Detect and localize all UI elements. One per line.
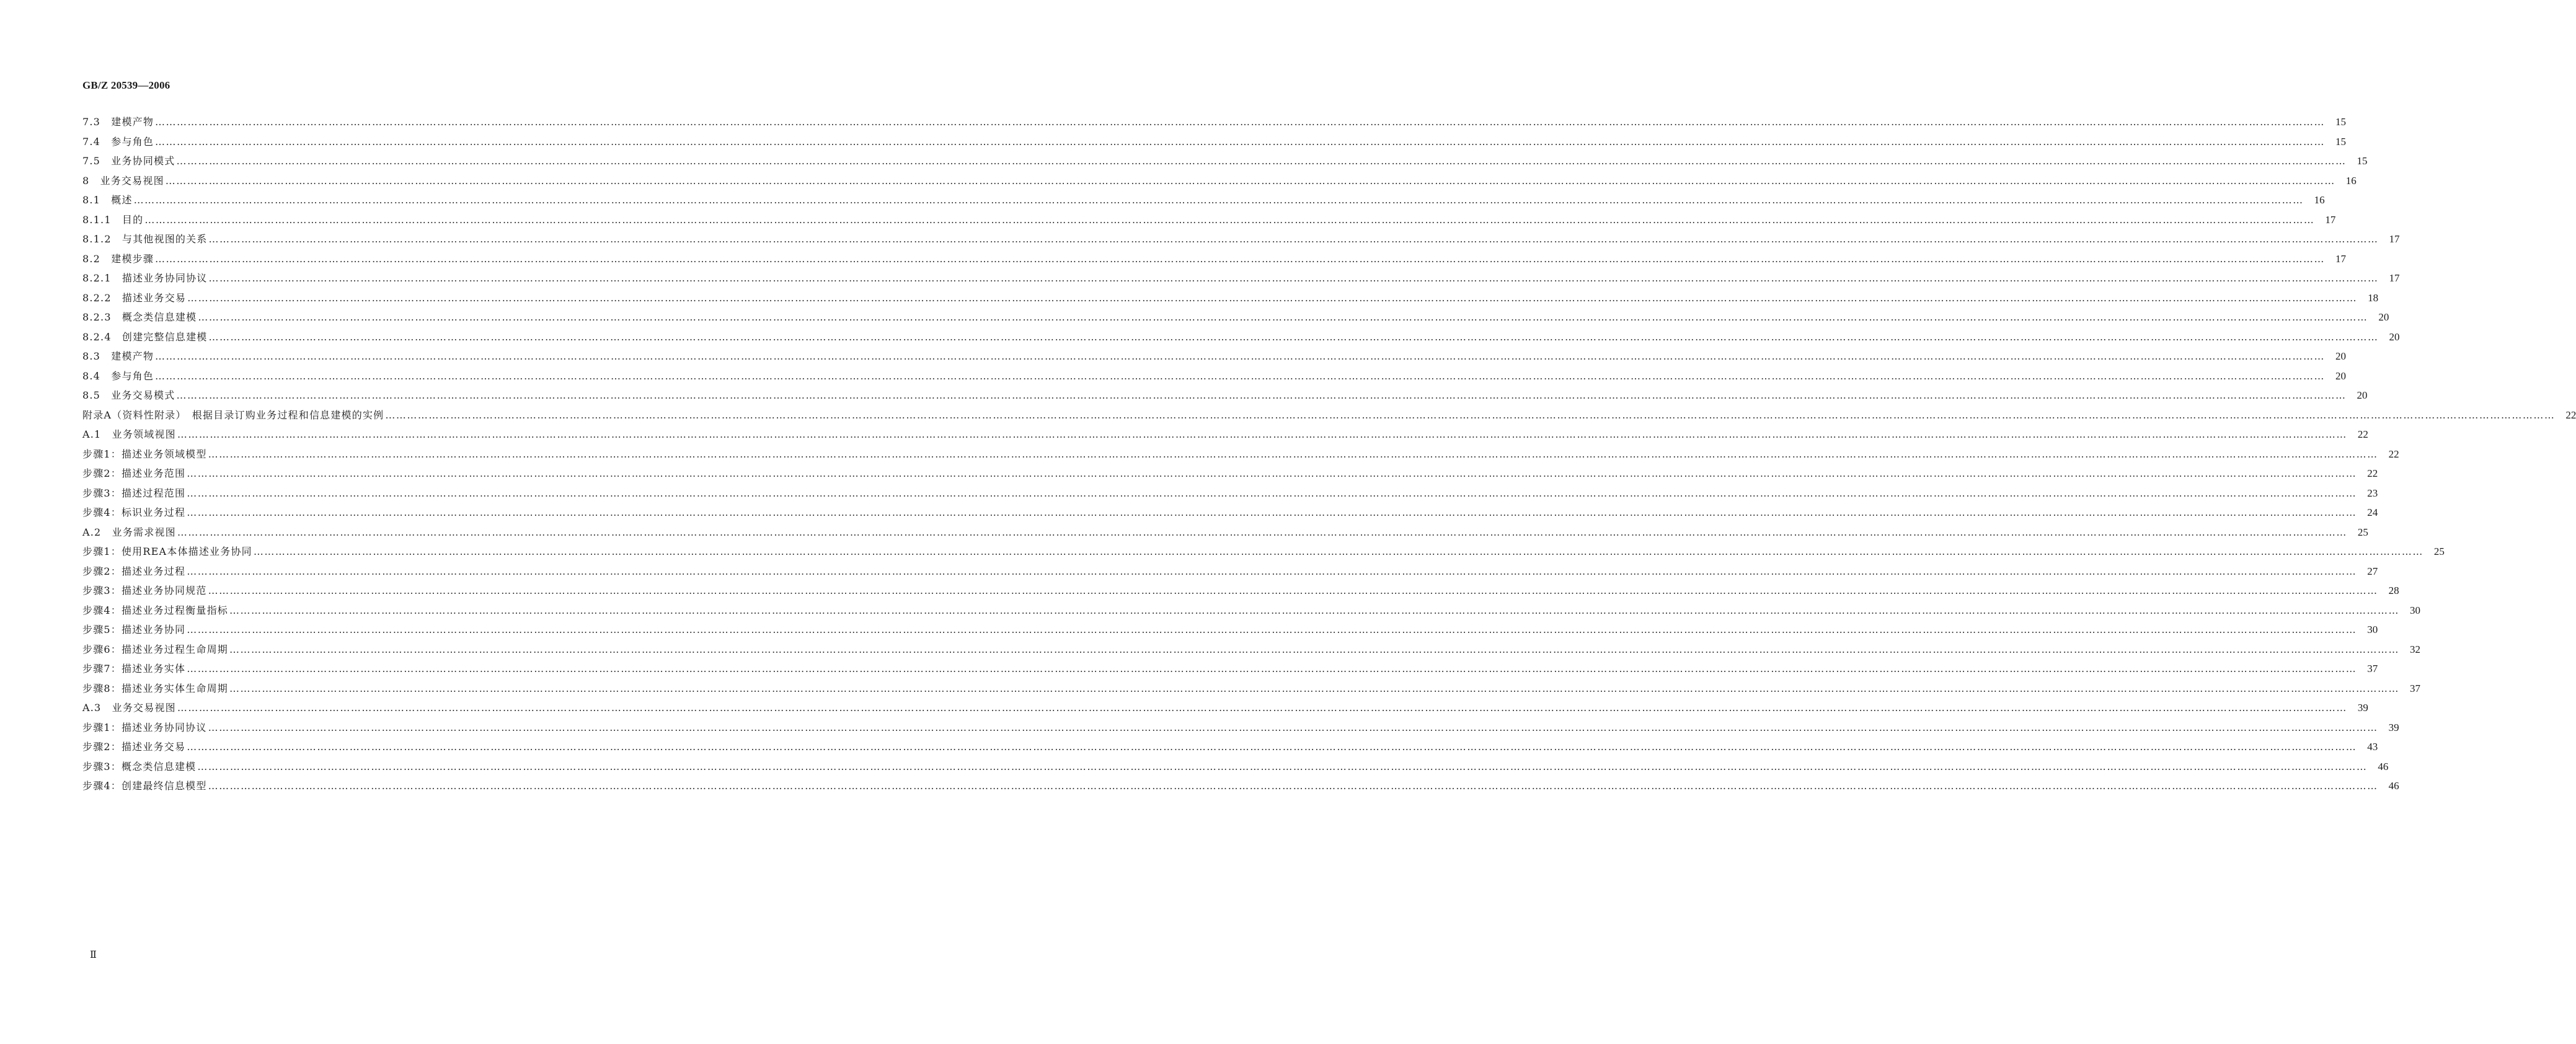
toc-entry[interactable] — [82, 562, 2378, 582]
toc-leader-dots: …………………………………………………………………………………………………………………………………………………………………………………………………………………………………………………………………………………………………………………………………………………………………………………………………………………………………………………………………………………………………………………………………………………… — [177, 526, 2347, 538]
toc-entry-page: 27 — [2367, 565, 2378, 577]
toc-entry-label: 步骤4：标识业务过程 — [82, 507, 186, 518]
toc-entry[interactable] — [82, 288, 2379, 308]
toc-entry-label: 8.3 建模产物 — [82, 350, 154, 362]
toc-entry[interactable] — [82, 640, 2420, 660]
toc-entry-label: 7.5 业务协同模式 — [82, 155, 175, 167]
toc-entry-page: 37 — [2367, 663, 2378, 675]
toc-entry[interactable] — [82, 659, 2378, 679]
toc-entry-page: 23 — [2367, 487, 2378, 499]
toc-entry-page: 25 — [2357, 526, 2368, 538]
toc-entry-page: 16 — [2314, 194, 2325, 206]
toc-entry-page: 17 — [2325, 213, 2336, 226]
toc-leader-dots: …………………………………………………………………………………………………………………………………………………………………………………………………………………………………………………………………………………………………………………………………………………………………………………………………………………………………………………………………………………………………………………………………………………… — [197, 760, 2368, 772]
toc-entry-page: 15 — [2335, 116, 2347, 128]
toc-entry[interactable] — [82, 112, 2347, 132]
toc-entry-label: 8.1 概述 — [82, 194, 133, 206]
toc-leader-dots: …………………………………………………………………………………………………………………………………………………………………………………………………………………………………………………………………………………………………………………………………………………………………………………………………………………………………………………………………………………………………………………………………………………… — [229, 643, 2399, 655]
toc-entry-page: 17 — [2335, 252, 2347, 265]
toc-entry-label: 步骤8：描述业务实体生命周期 — [82, 682, 228, 694]
toc-entry[interactable] — [82, 484, 2378, 503]
toc-leader-dots: …………………………………………………………………………………………………………………………………………………………………………………………………………………………………………………………………………………………………………………………………………………………………………………………………………………………………………………………………………………………………………………………………………………… — [177, 428, 2347, 440]
toc-entry-label: 8.5 业务交易模式 — [82, 389, 175, 401]
toc-entry-label: A.2 业务需求视图 — [82, 526, 176, 538]
toc-leader-dots: …………………………………………………………………………………………………………………………………………………………………………………………………………………………………………………………………………………………………………………………………………………………………………………………………………………………………………………………………………………………………………………………………………………… — [187, 741, 2357, 753]
toc-entry[interactable] — [82, 268, 2400, 288]
toc-entry[interactable] — [82, 386, 2368, 405]
toc-entry-page: 20 — [2335, 350, 2347, 362]
toc-entry[interactable] — [82, 210, 2336, 230]
toc-leader-dots: …………………………………………………………………………………………………………………………………………………………………………………………………………………………………………………………………………………………………………………………………………………………………………………………………………………………………………………………………………………………………………………………………………………… — [155, 350, 2326, 362]
toc-leader-dots: …………………………………………………………………………………………………………………………………………………………………………………………………………………………………………………………………………………………………………………………………………………………………………………………………………………………………………………………………………………………………………………………………………………… — [229, 604, 2399, 616]
toc-entry-label: 附录A（资料性附录） 根据目录订购业务过程和信息建模的实例 — [82, 409, 384, 421]
toc-entry-label: 步骤1：描述业务领域模型 — [82, 448, 207, 460]
toc-entry-page: 24 — [2367, 507, 2378, 518]
toc-entry-label: 步骤4：创建最终信息模型 — [82, 780, 207, 792]
toc-entry-page: 46 — [2378, 760, 2389, 772]
toc-entry[interactable] — [82, 581, 2399, 601]
toc-entry-page: 17 — [2389, 233, 2400, 245]
toc-entry-label: 7.3 建模产物 — [82, 116, 154, 128]
toc-entry-label: 8.1.2 与其他视图的关系 — [82, 233, 208, 245]
toc-leader-dots: …………………………………………………………………………………………………………………………………………………………………………………………………………………………………………………………………………………………………………………………………………………………………………………………………………………………………………………………………………………………………………………………………………………… — [177, 702, 2347, 714]
toc-entry[interactable] — [82, 601, 2420, 621]
table-of-contents — [82, 112, 2576, 796]
toc-entry[interactable] — [82, 542, 2445, 562]
toc-entry-page: 25 — [2433, 546, 2445, 557]
toc-entry-page: 20 — [2335, 369, 2347, 382]
toc-leader-dots: …………………………………………………………………………………………………………………………………………………………………………………………………………………………………………………………………………………………………………………………………………………………………………………………………………………………………………………………………………………………………………………………………………………… — [133, 194, 2304, 206]
toc-entry-label: 8.2.2 描述业务交易 — [82, 291, 187, 304]
toc-entry-label: 步骤2：描述业务交易 — [82, 741, 186, 753]
toc-leader-dots: …………………………………………………………………………………………………………………………………………………………………………………………………………………………………………………………………………………………………………………………………………………………………………………………………………………………………………………………………………………………………………………………………………………… — [208, 448, 2378, 460]
toc-entry-page: 22 — [2388, 448, 2399, 460]
toc-leader-dots: …………………………………………………………………………………………………………………………………………………………………………………………………………………………………………………………………………………………………………………………………………………………………………………………………………………………………………………………………………………………………………………………………………………… — [155, 116, 2326, 128]
toc-entry-page: 17 — [2389, 272, 2400, 284]
toc-entry-page: 22 — [2357, 428, 2368, 440]
toc-leader-dots: …………………………………………………………………………………………………………………………………………………………………………………………………………………………………………………………………………………………………………………………………………………………………………………………………………………………………………………………………………………………………………………………………………………… — [229, 682, 2399, 694]
toc-entry-label: 步骤3：描述业务协同规范 — [82, 585, 207, 596]
toc-leader-dots: …………………………………………………………………………………………………………………………………………………………………………………………………………………………………………………………………………………………………………………………………………………………………………………………………………………………………………………………………………………………………………………………………………………… — [187, 565, 2357, 577]
toc-entry-page: 20 — [2357, 389, 2368, 401]
toc-entry-page: 30 — [2367, 624, 2378, 635]
toc-leader-dots: …………………………………………………………………………………………………………………………………………………………………………………………………………………………………………………………………………………………………………………………………………………………………………………………………………………………………………………………………………………………………………………………………………………… — [187, 467, 2357, 479]
toc-entry-page: 46 — [2388, 780, 2399, 792]
toc-entry-label: 步骤6：描述业务过程生命周期 — [82, 643, 228, 655]
toc-entry-label: 步骤4：描述业务过程衡量指标 — [82, 604, 228, 616]
toc-entry[interactable] — [82, 776, 2399, 796]
toc-entry[interactable] — [82, 132, 2347, 152]
toc-entry[interactable] — [82, 445, 2399, 464]
page-number: Ⅱ — [90, 950, 97, 960]
toc-entry[interactable] — [82, 523, 2368, 542]
toc-leader-dots: …………………………………………………………………………………………………………………………………………………………………………………………………………………………………………………………………………………………………………………………………………………………………………………………………………………………………………………………………………………………………………………………………………………… — [253, 546, 2423, 557]
toc-entry[interactable] — [82, 620, 2378, 640]
toc-entry[interactable] — [82, 229, 2400, 249]
toc-leader-dots: …………………………………………………………………………………………………………………………………………………………………………………………………………………………………………………………………………………………………………………………………………………………………………………………………………………………………………………………………………………………………………………………………………………… — [155, 369, 2326, 382]
toc-entry-label: 步骤1：使用REA本体描述业务协同 — [82, 546, 252, 557]
toc-entry-page: 22 — [2367, 467, 2378, 479]
toc-entry-page: 20 — [2389, 330, 2400, 343]
toc-leader-dots: …………………………………………………………………………………………………………………………………………………………………………………………………………………………………………………………………………………………………………………………………………………………………………………………………………………………………………………………………………………………………………………………………………………… — [208, 780, 2378, 792]
toc-entry[interactable] — [82, 151, 2368, 171]
toc-entry[interactable] — [82, 737, 2378, 757]
toc-entry-label: 步骤5：描述业务协同 — [82, 624, 186, 635]
toc-leader-dots: …………………………………………………………………………………………………………………………………………………………………………………………………………………………………………………………………………………………………………………………………………………………………………………………………………………………………………………………………………………………………………………………………………………… — [208, 721, 2378, 733]
toc-entry-page: 37 — [2409, 682, 2420, 694]
toc-leader-dots: …………………………………………………………………………………………………………………………………………………………………………………………………………………………………………………………………………………………………………………………………………………………………………………………………………………………………………………………………………………………………………………………………………………… — [187, 487, 2357, 499]
toc-entry-label: 步骤3：描述过程范围 — [82, 487, 186, 499]
toc-entry-page: 22 — [2565, 409, 2576, 421]
toc-entry[interactable] — [82, 366, 2347, 386]
toc-entry[interactable] — [82, 249, 2347, 269]
toc-entry-label: 步骤2：描述业务范围 — [82, 467, 186, 479]
toc-entry-page: 15 — [2357, 155, 2368, 167]
toc-leader-dots: …………………………………………………………………………………………………………………………………………………………………………………………………………………………………………………………………………………………………………………………………………………………………………………………………………………………………………………………………………………………………………………………………………………… — [187, 291, 2358, 304]
toc-entry[interactable] — [82, 171, 2357, 191]
toc-leader-dots: …………………………………………………………………………………………………………………………………………………………………………………………………………………………………………………………………………………………………………………………………………………………………………………………………………………………………………………………………………………………………………………………………………………… — [385, 409, 2556, 421]
toc-entry[interactable] — [82, 718, 2399, 738]
toc-entry-label: 8.2.1 描述业务协同协议 — [82, 272, 208, 284]
toc-entry-label: A.1 业务领域视图 — [82, 428, 176, 440]
toc-entry-page: 15 — [2335, 135, 2347, 148]
toc-leader-dots: …………………………………………………………………………………………………………………………………………………………………………………………………………………………………………………………………………………………………………………………………………………………………………………………………………………………………………………………………………………………………………………………………………………… — [187, 507, 2357, 518]
toc-entry-page: 18 — [2368, 291, 2379, 304]
toc-entry-label: 8.1.1 目的 — [82, 213, 144, 226]
toc-entry-page: 39 — [2357, 702, 2368, 714]
toc-leader-dots: …………………………………………………………………………………………………………………………………………………………………………………………………………………………………………………………………………………………………………………………………………………………………………………………………………………………………………………………………………………………………………………………………………………… — [208, 233, 2379, 245]
toc-leader-dots: …………………………………………………………………………………………………………………………………………………………………………………………………………………………………………………………………………………………………………………………………………………………………………………………………………………………………………………………………………………………………………………………………………………… — [198, 311, 2368, 323]
toc-entry[interactable] — [82, 307, 2389, 327]
toc-entry-label: 8.2 建模步骤 — [82, 252, 154, 265]
toc-entry[interactable] — [82, 425, 2368, 445]
toc-entry-page: 28 — [2388, 585, 2399, 596]
toc-entry-label: 步骤2：描述业务过程 — [82, 565, 186, 577]
toc-entry[interactable] — [82, 464, 2378, 484]
toc-entry[interactable] — [82, 679, 2420, 699]
toc-leader-dots: …………………………………………………………………………………………………………………………………………………………………………………………………………………………………………………………………………………………………………………………………………………………………………………………………………………………………………………………………………………………………………………………………………………… — [155, 252, 2326, 265]
toc-entry-label: 步骤1：描述业务协同协议 — [82, 721, 207, 733]
toc-entry-label: 8.4 参与角色 — [82, 369, 154, 382]
toc-entry-label: 步骤7：描述业务实体 — [82, 663, 186, 675]
toc-entry[interactable] — [82, 190, 2325, 210]
toc-leader-dots: …………………………………………………………………………………………………………………………………………………………………………………………………………………………………………………………………………………………………………………………………………………………………………………………………………………………………………………………………………………………………………………………………………………… — [176, 155, 2347, 167]
toc-entry[interactable] — [82, 405, 2576, 425]
toc-leader-dots: …………………………………………………………………………………………………………………………………………………………………………………………………………………………………………………………………………………………………………………………………………………………………………………………………………………………………………………………………………………………………………………………………………………… — [208, 330, 2379, 343]
toc-entry[interactable] — [82, 327, 2400, 347]
toc-entry[interactable] — [82, 757, 2389, 777]
toc-entry[interactable] — [82, 503, 2378, 523]
toc-leader-dots: …………………………………………………………………………………………………………………………………………………………………………………………………………………………………………………………………………………………………………………………………………………………………………………………………………………………………………………………………………………………………………………………………………………… — [187, 624, 2357, 635]
toc-entry-label: 8.2.4 创建完整信息建模 — [82, 330, 208, 343]
toc-entry-page: 43 — [2367, 741, 2378, 753]
toc-entry-page: 39 — [2388, 721, 2399, 733]
toc-entry-label: 步骤3：概念类信息建模 — [82, 760, 197, 772]
toc-entry[interactable] — [82, 347, 2347, 366]
toc-leader-dots: …………………………………………………………………………………………………………………………………………………………………………………………………………………………………………………………………………………………………………………………………………………………………………………………………………………………………………………………………………………………………………………………………………………… — [144, 213, 2315, 226]
toc-leader-dots: …………………………………………………………………………………………………………………………………………………………………………………………………………………………………………………………………………………………………………………………………………………………………………………………………………………………………………………………………………………………………………………………………………………… — [187, 663, 2357, 675]
toc-entry[interactable] — [82, 698, 2368, 718]
toc-entry-page: 16 — [2345, 174, 2357, 187]
toc-entry-page: 30 — [2409, 604, 2420, 616]
standard-number: GB/Z 20539—2006 — [82, 79, 170, 91]
toc-entry-label: 8.2.3 概念类信息建模 — [82, 311, 197, 323]
toc-entry-page: 32 — [2409, 643, 2420, 655]
toc-entry-label: A.3 业务交易视图 — [82, 702, 176, 714]
toc-entry-label: 8 业务交易视图 — [82, 174, 164, 187]
toc-leader-dots: …………………………………………………………………………………………………………………………………………………………………………………………………………………………………………………………………………………………………………………………………………………………………………………………………………………………………………………………………………………………………………………………………………………… — [208, 272, 2379, 284]
toc-leader-dots: …………………………………………………………………………………………………………………………………………………………………………………………………………………………………………………………………………………………………………………………………………………………………………………………………………………………………………………………………………………………………………………………………………………… — [176, 389, 2347, 401]
toc-entry-page: 20 — [2378, 311, 2389, 323]
toc-leader-dots: …………………………………………………………………………………………………………………………………………………………………………………………………………………………………………………………………………………………………………………………………………………………………………………………………………………………………………………………………………………………………………………………………………………… — [165, 174, 2335, 187]
toc-entry-label: 7.4 参与角色 — [82, 135, 154, 148]
toc-leader-dots: …………………………………………………………………………………………………………………………………………………………………………………………………………………………………………………………………………………………………………………………………………………………………………………………………………………………………………………………………………………………………………………………………………………… — [155, 135, 2326, 148]
toc-leader-dots: …………………………………………………………………………………………………………………………………………………………………………………………………………………………………………………………………………………………………………………………………………………………………………………………………………………………………………………………………………………………………………………………………………………… — [208, 585, 2378, 596]
